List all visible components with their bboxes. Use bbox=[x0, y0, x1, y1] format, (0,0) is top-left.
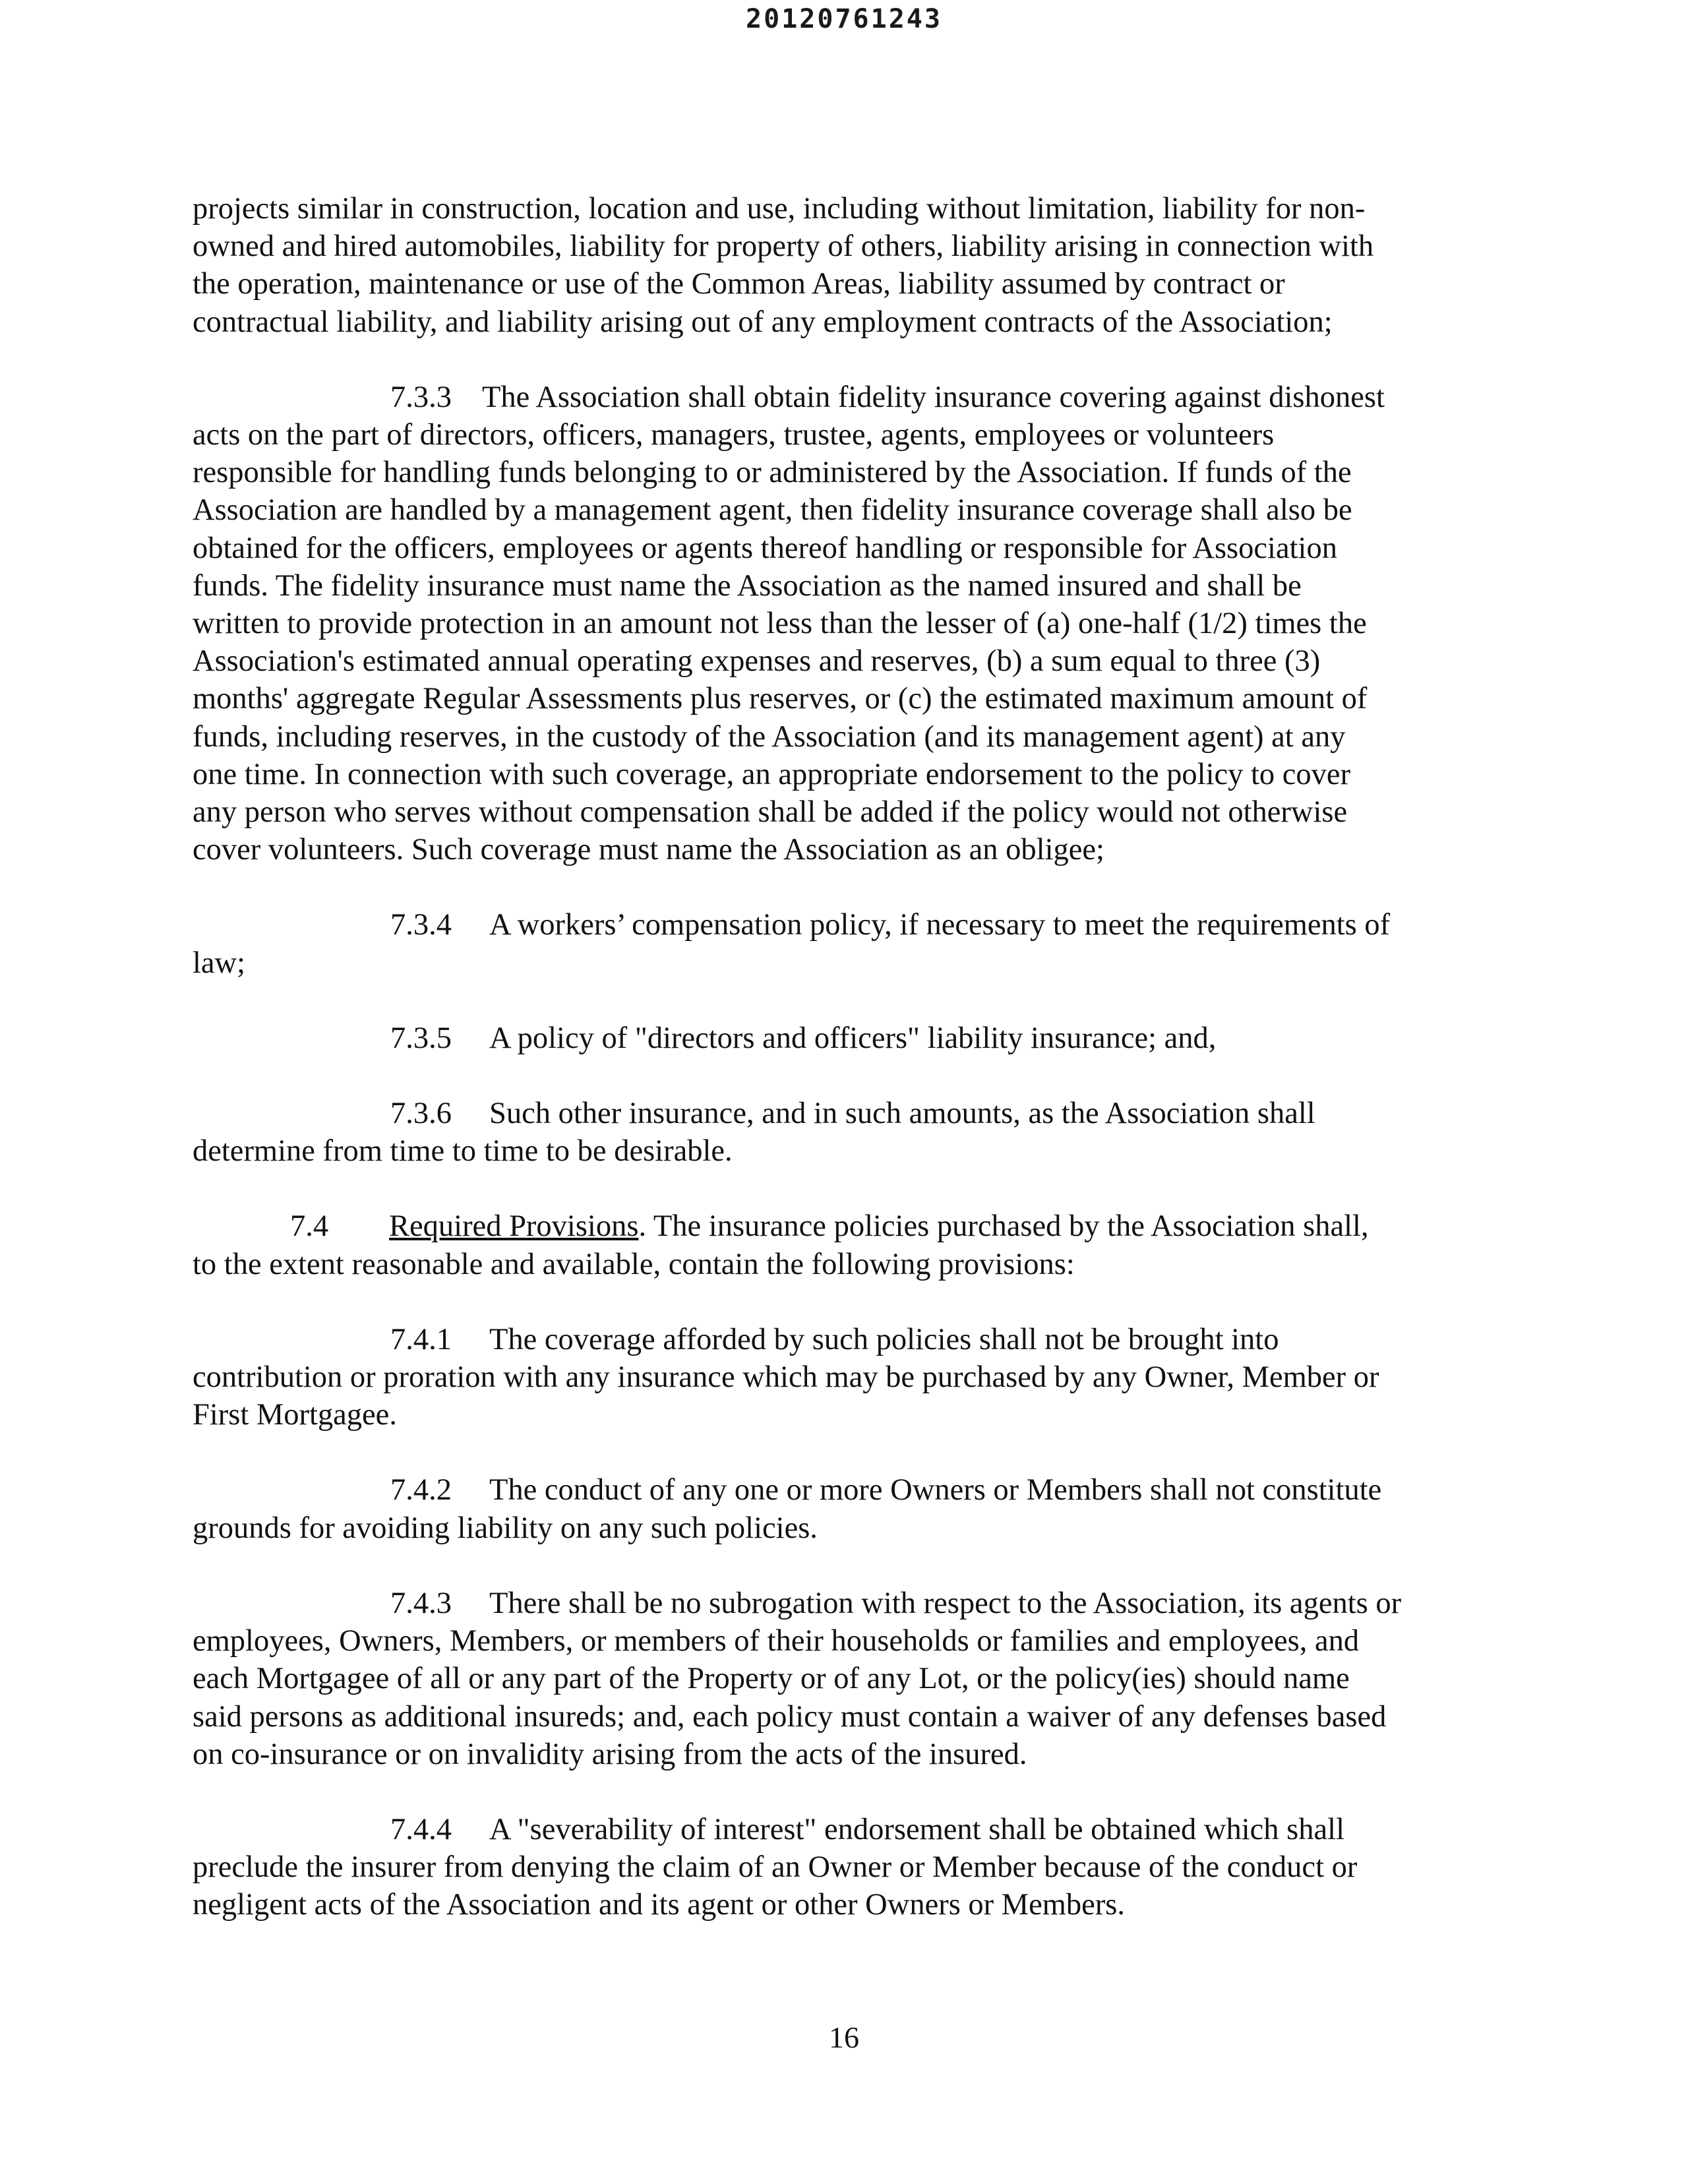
text-line: any person who serves without compensation shall be added if the policy would not otherwise bbox=[193, 795, 1348, 830]
section-number: 7.3.6 bbox=[390, 1097, 452, 1131]
section-heading: Required Provisions bbox=[389, 1209, 639, 1244]
text-line: determine from time to time to be desirable. bbox=[193, 1134, 733, 1168]
text-line: contractual liability, and liability arising out of any employment contracts of the Association; bbox=[193, 305, 1333, 339]
text-line: employees, Owners, Members, or members of their households or families and employees, and bbox=[193, 1624, 1360, 1658]
document-body bbox=[193, 190, 1492, 1962]
text-line: grounds for avoiding liability on any such policies. bbox=[193, 1511, 818, 1545]
text-line: contribution or proration with any insurance which may be purchased by any Owner, Member or bbox=[193, 1360, 1379, 1395]
text-line: First Mortgagee. bbox=[193, 1398, 397, 1432]
text-line: to the extent reasonable and available, contain the following provisions: bbox=[193, 1247, 1075, 1281]
text-line: one time. In connection with such coverage, an appropriate endorsement to the policy to cover bbox=[193, 757, 1351, 791]
section-7-4 bbox=[193, 1207, 1492, 1283]
section-text: A workers’ compensation policy, if necessary to meet the requirements of bbox=[489, 908, 1391, 942]
text-line: negligent acts of the Association and its agent or other Owners or Members. bbox=[193, 1888, 1126, 1922]
text-line bbox=[193, 1585, 1492, 1622]
text-line: on co-insurance or on invalidity arising from the acts of the insured. bbox=[193, 1737, 1027, 1771]
text-line: Association's estimated annual operating expenses and reserves, (b) a sum equal to three (3) bbox=[193, 644, 1321, 679]
text-line: cover volunteers. Such coverage must name the Association as an obligee; bbox=[193, 833, 1104, 867]
section-text: Such other insurance, and in such amounts, as the Association shall bbox=[489, 1097, 1315, 1131]
section-7-4-2 bbox=[193, 1471, 1492, 1546]
text-line: projects similar in construction, location and use, including without limitation, liability for non- bbox=[193, 192, 1366, 226]
section-7-3-4 bbox=[193, 906, 1492, 981]
text-line: law; bbox=[193, 946, 246, 980]
section-7-4-3 bbox=[193, 1585, 1492, 1773]
text-line bbox=[193, 1207, 1492, 1245]
text-line: obtained for the officers, employees or agents thereof handling or responsible for Association bbox=[193, 531, 1337, 565]
section-7-3-3 bbox=[193, 379, 1492, 869]
text-line: Association are handled by a management agent, then fidelity insurance coverage shall also be bbox=[193, 493, 1352, 528]
page-number: 16 bbox=[829, 2020, 859, 2054]
section-7-4-1 bbox=[193, 1321, 1492, 1434]
section-text: The conduct of any one or more Owners or Members shall not constitute bbox=[489, 1473, 1382, 1507]
text-line: funds. The fidelity insurance must name the Association as the named insured and shall be bbox=[193, 568, 1302, 603]
section-text: . The insurance policies purchased by the Association shall, bbox=[638, 1209, 1369, 1244]
text-line bbox=[193, 1019, 1492, 1057]
section-number: 7.3.3 bbox=[390, 380, 452, 414]
section-7-3-5 bbox=[193, 1019, 1492, 1057]
text-line bbox=[193, 906, 1492, 944]
section-number: 7.3.5 bbox=[390, 1021, 452, 1055]
section-number: 7.4.4 bbox=[390, 1812, 452, 1846]
section-text: The Association shall obtain fidelity insurance covering against dishonest bbox=[482, 380, 1385, 414]
text-line: acts on the part of directors, officers, managers, trustee, agents, employees or volunteers bbox=[193, 418, 1275, 452]
document-number: 20120761243 bbox=[746, 4, 942, 34]
text-line bbox=[193, 379, 1492, 416]
text-line: funds, including reserves, in the custody of the Association (and its management agent) at any bbox=[193, 719, 1346, 754]
text-line bbox=[193, 1095, 1492, 1132]
text-line: the operation, maintenance or use of the Common Areas, liability assumed by contract or bbox=[193, 267, 1285, 301]
text-line: written to provide protection in an amount not less than the lesser of (a) one-half (1/2) times the bbox=[193, 607, 1367, 641]
text-line: months' aggregate Regular Assessments plus reserves, or (c) the estimated maximum amount of bbox=[193, 682, 1368, 716]
section-text: There shall be no subrogation with respect to the Association, its agents or bbox=[489, 1586, 1402, 1620]
section-number: 7.4.2 bbox=[390, 1473, 452, 1507]
section-7-4-4 bbox=[193, 1811, 1492, 1924]
section-number: 7.4.1 bbox=[390, 1322, 452, 1356]
text-line bbox=[193, 1321, 1492, 1358]
section-text: A "severability of interest" endorsement shall be obtained which shall bbox=[489, 1812, 1345, 1846]
section-number: 7.3.4 bbox=[390, 908, 452, 942]
section-text: The coverage afforded by such policies shall not be brought into bbox=[489, 1322, 1279, 1356]
section-number: 7.4 bbox=[290, 1209, 329, 1244]
text-line: each Mortgagee of all or any part of the Property or of any Lot, or the policy(ies) should name bbox=[193, 1662, 1350, 1696]
text-line bbox=[193, 1811, 1492, 1848]
text-line: said persons as additional insureds; and, each policy must contain a waiver of any defenses based bbox=[193, 1699, 1387, 1734]
text-line: preclude the insurer from denying the claim of an Owner or Member because of the conduct or bbox=[193, 1850, 1358, 1885]
section-7-3-6 bbox=[193, 1095, 1492, 1170]
paragraph-continuation bbox=[193, 190, 1492, 341]
section-text: A policy of "directors and officers" liability insurance; and, bbox=[489, 1021, 1217, 1055]
text-line bbox=[193, 1471, 1492, 1509]
text-line: owned and hired automobiles, liability for property of others, liability arising in connection with bbox=[193, 229, 1374, 264]
section-number: 7.4.3 bbox=[390, 1586, 452, 1620]
text-line: responsible for handling funds belonging to or administered by the Association. If funds of the bbox=[193, 456, 1352, 490]
